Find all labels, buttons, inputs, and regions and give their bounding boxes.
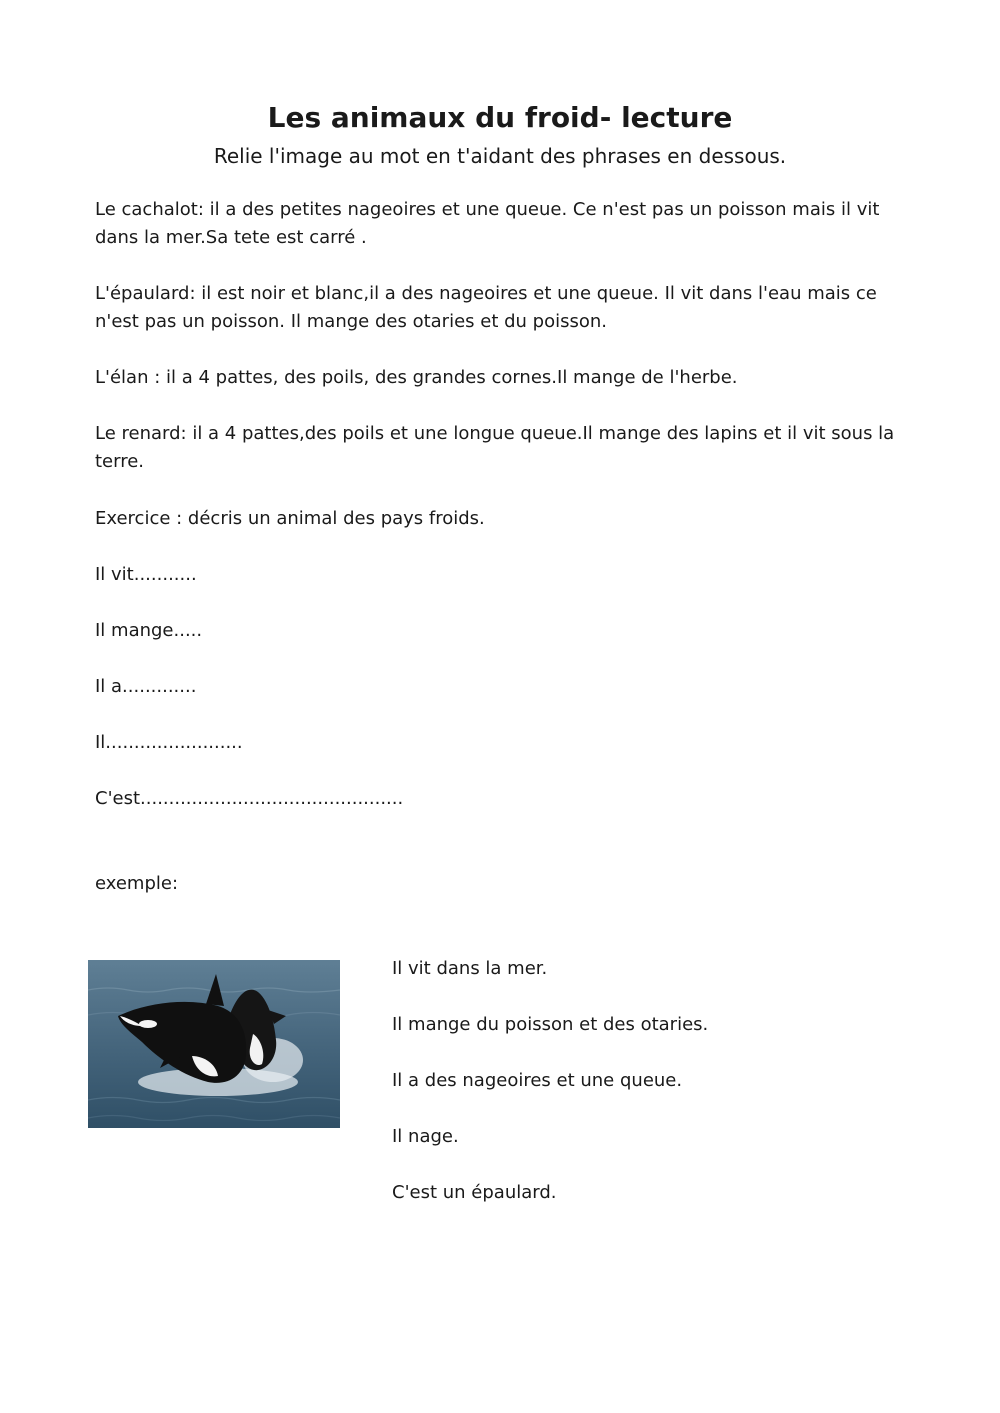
example-label: exemple: bbox=[95, 873, 179, 894]
exercise-line-il: Il........................ bbox=[95, 732, 243, 753]
exercise-line-il-vit: Il vit........... bbox=[95, 564, 197, 585]
example-line-2: Il mange du poisson et des otaries. bbox=[392, 1014, 709, 1035]
example-line-4: Il nage. bbox=[392, 1126, 459, 1147]
exercise-line-il-mange: Il mange..... bbox=[95, 620, 203, 641]
page-title: Les animaux du froid- lecture bbox=[267, 101, 733, 134]
orca-photo bbox=[88, 960, 340, 1128]
exercise-instruction: Exercice : décris un animal des pays froids. bbox=[95, 508, 485, 529]
example-line-5: C'est un épaulard. bbox=[392, 1182, 557, 1203]
page-subtitle: Relie l'image au mot en t'aidant des phrases en dessous. bbox=[213, 144, 787, 168]
example-line-3: Il a des nageoires et une queue. bbox=[392, 1070, 683, 1091]
paragraph-epaulard: L'épaulard: il est noir et blanc,il a des nageoires et une queue. Il vit dans l'eau mais ce n'est pas un poisson. Il mange des otaries et du poisson. bbox=[95, 283, 877, 332]
paragraph-cachalot: Le cachalot: il a des petites nageoires et une queue. Ce n'est pas un poisson mais il vit dans la mer.Sa tete est carré . bbox=[95, 199, 880, 248]
example-line-1: Il vit dans la mer. bbox=[392, 958, 548, 979]
paragraph-renard: Le renard: il a 4 pattes,des poils et une longue queue.Il mange des lapins et il vit sous la terre. bbox=[95, 423, 895, 472]
exercise-line-il-a: Il a............. bbox=[95, 676, 197, 697]
exercise-line-cest: C'est.............................................. bbox=[95, 788, 404, 809]
paragraph-elan: L'élan : il a 4 pattes, des poils, des grandes cornes.Il mange de l'herbe. bbox=[95, 367, 738, 388]
